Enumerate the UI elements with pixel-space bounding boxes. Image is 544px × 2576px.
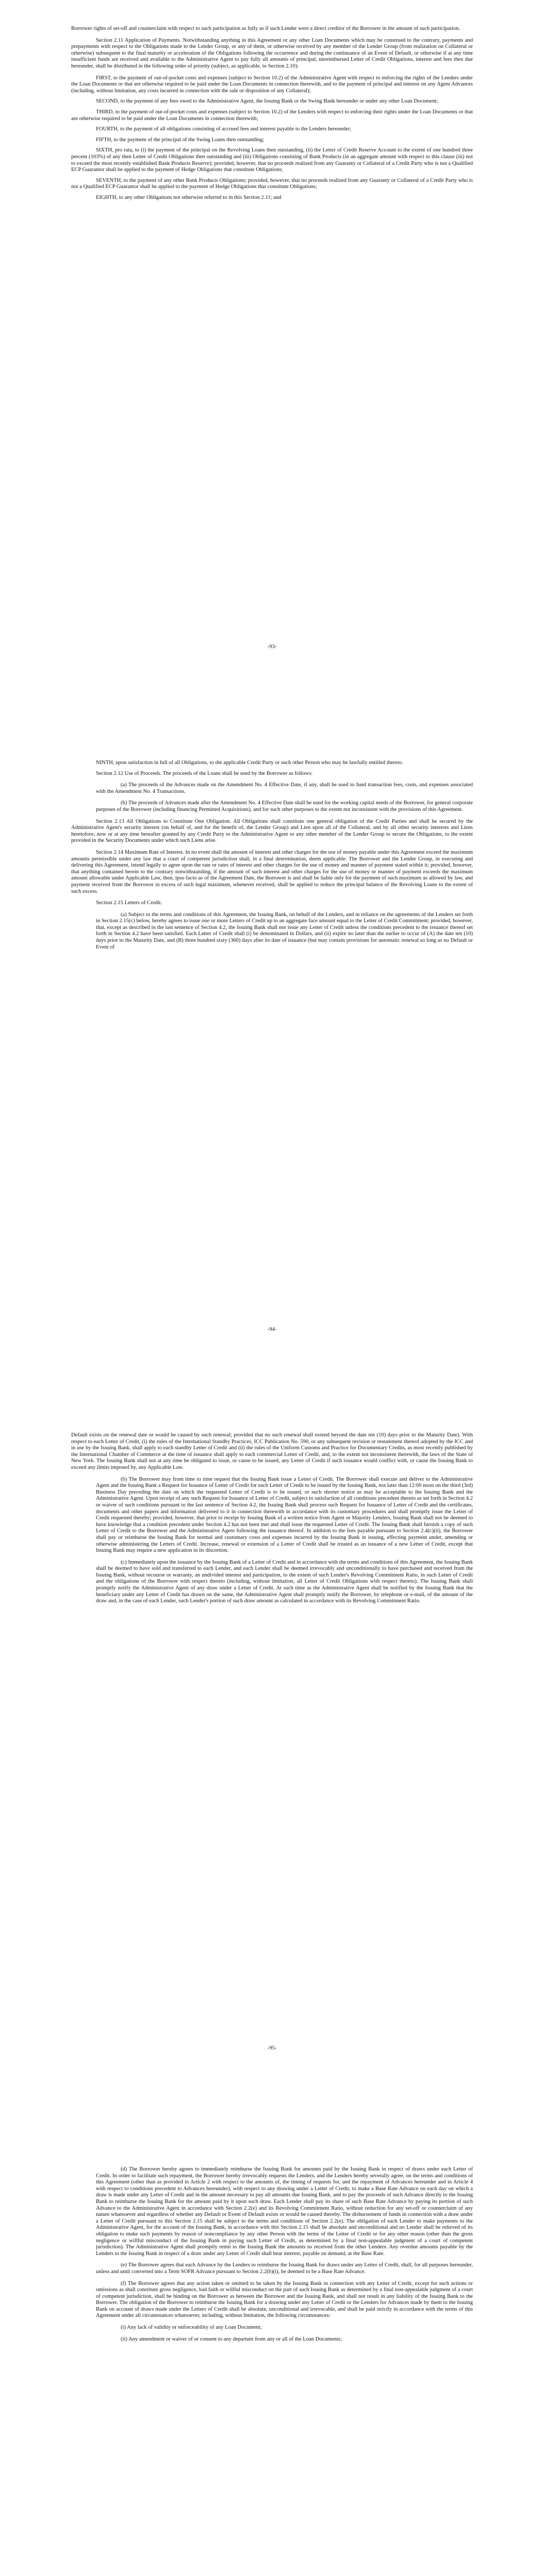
section-2-15-e: (e) The Borrower agrees that each Advance by the Lenders to reimburse the Issuing Bank for draws under any Letter of Credit, shall, for all purposes hereunder, unless and until converted into a Term SOFR Advance pursuant to Section 2.2(b)(i), be deemed to be a Base Rate Advance.: [96, 2262, 473, 2275]
priority-seventh: SEVENTH, to the payment of any other Bank Products Obligations; provided, however, that no proceeds realized from any Guaranty or Collateral of a Credit Party who is not a Qualified ECP Guarantor shall be applied to the payment of Hedge Obligations that constitute Obligations;: [71, 177, 473, 190]
priority-first: FIRST, to the payment of out-of-pocket costs and expenses (subject to Section 10.2) of the Administrative Agent with respect to enforcing the rights of the Lenders under the Loan Documents or that are otherwise required to be paid under the Loan Documents in connection therewith, and to the payment of principal and interest on any Agent Advances (including, without limitation, any costs incurred in connection with the sale or disposition of any Collateral);: [71, 75, 473, 94]
priority-fourth: FOURTH, to the payment of all obligations consisting of accrued fees and interest payable to the Lenders hereunder;: [96, 126, 352, 132]
page-number: -95-: [267, 2045, 277, 2051]
document-page-93: [0, 0, 544, 703]
section-2-15-a: (a) Subject to the terms and conditions of this Agreement, the Issuing Bank, on behalf of the Lenders, and in reliance on the agreements of the Lenders set forth in Section 2.15(c) below, hereby agrees to issue one or more Letters of Credit up to an aggregate face amount equal to the Letter of Credit Commitment; provided, however, that, except as described in the last sentence of Section 4.2, the Issuing Bank shall not issue any Letter of Credit unless the conditions precedent to the issuance thereof set forth in Section 4.2 have been satisfied. Each Letter of Credit shall (i) be denominated in Dollars, and (ii) expire no later than the earlier to occur of (A) the date ten (10) days prior to the Maturity Date, and (B) three hundred sixty (360) days after its date of issuance (but may contain provisions for automatic renewal so long as no Default or Event of: [96, 911, 473, 950]
section-2-15-f-ii: (ii) Any amendment or waiver of or consent to any departure from any or all of the Loan Documents;: [121, 2336, 342, 2342]
section-2-15-f: (f) The Borrower agrees that any action taken or omitted to be taken by the Issuing Bank in connection with any Letter of Credit, except for such actions or omissions as shall constitute gross negligence, bad faith or willful misconduct on the part of such Issuing Bank as determined by a final non-appealable judgment of a court of competent jurisdiction, shall be binding on the Borrower as between the Borrower and the Issuing Bank, and shall not result in any liability of the Issuing Bank to the Borrower. The obligation of the Borrower to reimburse the Issuing Bank for a drawing under any Letter of Credit or the Lenders for Advances made by them to the Issuing Bank on account of draws made under the Letters of Credit shall be absolute, unconditional and irrevocable, and shall be paid strictly in accordance with the terms of this Agreement under all circumstances whatsoever, including, without limitation, the following circumstances:: [96, 2280, 473, 2319]
section-2-15-f-i: (i) Any lack of validity or enforceability of any Loan Document;: [121, 2325, 262, 2331]
section-2-14: Section 2.14 Maximum Rate of Interest. In no event shall the amount of interest and other charges for the use of money payable under this Agreement exceed the maximum amounts permissible under any law that a court of competent jurisdiction shall, in a final determination, deem applicable. The Borrower and the Lender Group, in executing and delivering this Agreement, intend legally to agree upon the rate or rates of interest and other charges for the use of money and manner of payment stated within it; provided, however, that anything contained herein to the contrary notwithstanding, if the amount of such interest and other charges for the use of money or manner of payment exceeds the maximum amount allowable under Applicable Law, then, ipso facto as of the Agreement Date, the Borrower is and shall be liable only for the payment of such maximum as allowed by law, and payment received from the Borrower in excess of such legal maximum, whenever received, shall be applied to reduce the principal balance of the Revolving Loans to the extent of such excess.: [71, 849, 473, 894]
document-page-94: [0, 703, 544, 1406]
paragraph-continuation: Borrower rights of set-off and counterclaim with respect to such participation as fully as if such Lender were a direct creditor of the Borrower in the amount of such participation.: [71, 26, 460, 31]
section-2-12-b: (b) The proceeds of Advances made after the Amendment No. 4 Effective Date shall be used for the working capital needs of the Borrower, for general corporate purposes of the Borrower (including financing Permitted Acquisitions), and for such other purposes to the extent not inconsistent with the provisions of this Agreement.: [96, 800, 473, 812]
page-number: -93-: [267, 644, 277, 650]
section-2-15-heading: Section 2.15 Letters of Credit.: [96, 900, 162, 906]
section-2-11: Section 2.11 Application of Payments. Notwithstanding anything in this Agreement or any other Loan Documents which may be construed to the contrary, payments and prepayments with respect to the Obligations made to the Lender Group, or any of them, or otherwise received by any member of the Lender Group (from realization on Collateral or otherwise) subsequent to the final maturity or acceleration of the Obligations following the occurrence and during the continuance of an Event of Default, or otherwise if at any time insufficient funds are received and available to the Administrative Agent to pay fully all amounts of principal, unreimbursed Letter of Credit Obligations, interest and fees then due hereunder, shall be distributed in the following order of priority (subject, as applicable, to Section 2.10):: [71, 37, 473, 69]
priority-second: SECOND, to the payment of any fees owed to the Administrative Agent, the Issuing Bank or the Swing Bank hereunder or under any other Loan Document;: [96, 98, 438, 105]
section-2-15-d: (d) The Borrower hereby agrees to immediately reimburse the Issuing Bank for amounts paid by the Issuing Bank in respect of draws under each Letter of Credit. In order to facilitate such repayment, the Borrower hereby irrevocably requests the Lenders, and the Lenders hereby severally agree, on the terms and conditions of this Agreement (other than as provided in Article 2 with respect to the amounts of, the timing of requests for, and the repayment of Advances hereunder and in Article 4 with respect to conditions precedent to Advances hereunder), with respect to any drawing under a Letter of Credit, to make a Base Rate Advance on each day on which a draw is made under any Letter of Credit and in the amount necessary to pay all amounts due Issuing Bank, and to pay the proceeds of such Advance directly to the Issuing Bank to reimburse the Issuing Bank for the amount paid by it upon such draw. Each Lender shall pay its share of such Base Rate Advance by paying its portion of such Advance to the Administrative Agent in accordance with Section 2.2(e) and its Revolving Commitment Ratio, without reduction for any set-off or counterclaim of any nature whatsoever and regardless of whether any Default or Event of Default exists or would be caused thereby. The disbursement of funds in connection with a draw under a Letter of Credit pursuant to this Section 2.15 shall be subject to the terms and conditions of Section 2.2(e). The obligation of each Lender to make payments to the Administrative Agent, for the account of the Issuing Bank, in accordance with this Section 2.15 shall be absolute and unconditional and no Lender shall be relieved of its obligation to make such payments by reason of noncompliance by any other Person with the terms of the Letter of Credit or for any other reason (other than the gross negligence or willful misconduct of the Issuing Bank in paying such Letter of Credit, as determined by a final non-appealable judgment of a court of competent jurisdiction). The Administrative Agent shall promptly remit to the Issuing Bank the amounts so received from the other Lenders. Any overdue amounts payable by the Lenders to the Issuing Bank in respect of a draw under any Letter of Credit shall bear interest, payable on demand, at the Base Rate.: [96, 2166, 473, 2257]
priority-eighth: EIGHTH, to any other Obligations not otherwise referred to in this Section 2.11; and: [96, 194, 282, 200]
document-page-95: [0, 1406, 544, 2110]
document-page-96: [0, 2110, 544, 2576]
section-2-15-b: (b) The Borrower may from time to time request that the Issuing Bank issue a Letter of Credit. The Borrower shall execute and deliver to the Administrative Agent and the Issuing Bank a Request for Issuance of Letter of Credit for each Letter of Credit to be issued by the Issuing Bank, not later than 12:00 noon on the third (3rd) Business Day preceding the date on which the requested Letter of Credit is to be issued, or such shorter notice as may be acceptable to the Issuing Bank and the Administrative Agent. Upon receipt of any such Request for Issuance of Letter of Credit, subject to satisfaction of all conditions precedent thereto as set forth in Section 4.2 or waiver of such conditions pursuant to the last sentence of Section 4.2, the Issuing Bank shall process such Request for Issuance of Letter of Credit and the certificates, documents and other papers and information delivered to it in connection therewith in accordance with its customary procedures and shall promptly issue the Letter of Credit requested thereby; provided, however, that prior to receipt by Issuing Bank of a written notice from Agent or Majority Lenders, Issuing Bank shall not be deemed to have knowledge that a condition precedent under Section 4.2 has not been met and shall issue the requested Letter of Credit. The Issuing Bank shall furnish a copy of such Letter of Credit to the Borrower and the Administrative Agent following the issuance thereof. In addition to the fees payable pursuant to Section 2.4(c)(ii), the Borrower shall pay or reimburse the Issuing Bank for normal and customary costs and expenses incurred by the Issuing Bank in issuing, effecting payment under, amending or otherwise administering the Letters of Credit. Increase, renewal or extension of a Letter of Credit shall be treated as an issuance of a new Letter of Credit, except that Issuing Bank may require a new application in its discretion.: [96, 1476, 473, 1554]
section-2-12-a: (a) The proceeds of the Advances made on the Amendment No. 4 Effective Date, if any, shall be used to fund transaction fees, costs, and expenses associated with the Amendment No. 4 Transactions.: [96, 782, 473, 794]
section-2-15-a-continued: Default exists on the renewal date or would be caused by such renewal; provided that no such renewal shall extend beyond the date ten (10) days prior to the Maturity Date). With respect to each Letter of Credit, (i) the rules of the International Standby Practices, ICC Publication No. 590, or any subsequent revision or restatement thereof adopted by the ICC and in use by the Issuing Bank, shall apply to each standby Letter of Credit and (ii) the rules of the Uniform Customs and Practice for Documentary Credits, as most recently published by the International Chamber of Commerce at the time of issuance shall apply to each commercial Letter of Credit, and, to the extent not inconsistent therewith, the laws of the State of New York. The Issuing Bank shall not at any time be obligated to issue, or cause to be issued, any Letter of Credit if such issuance would conflict with, or cause the Issuing Bank to exceed any limits imposed by, any Applicable Law.: [71, 1432, 473, 1470]
section-2-15-c: (c) Immediately upon the issuance by the Issuing Bank of a Letter of Credit and in accordance with the terms and conditions of this Agreement, the Issuing Bank shall be deemed to have sold and transferred to each Lender, and each Lender shall be deemed irrevocably and unconditionally to have purchased and received from the Issuing Bank, without recourse or warranty, an undivided interest and participation, to the extent of such Lender's Revolving Commitment Ratio, in such Letter of Credit and the obligations of the Borrower with respect thereto (including, without limitation, all Letter of Credit Obligations with respect thereto). The Issuing Bank shall promptly notify the Administrative Agent of any draw under a Letter of Credit. At such time as the Administrative Agent shall be notified by the Issuing Bank that the beneficiary under any Letter of Credit has drawn on the same, the Administrative Agent shall promptly notify the Borrower, by telephone or e-mail, of the amount of the draw and, in the case of each Lender, such Lender's portion of such draw amount as calculated in accordance with its Revolving Commitment Ratio.: [96, 1559, 473, 1604]
priority-third: THIRD, to the payment of out-of-pocket costs and expenses (subject to Section 10.2) of the Lenders with respect to enforcing their rights under the Loan Documents or that are otherwise required to be paid under the Loan Documents in connection therewith;: [71, 109, 473, 122]
priority-sixth: SIXTH, pro rata, to (i) the payment of the principal on the Revolving Loans then outstanding, (ii) the Letter of Credit Reserve Account to the extent of one hundred three percent (103%) of any then Letter of Credit Obligations then outstanding and (iii) Obligations consisting of Bank Products (in an aggregate amount with respect to this clause (iii) not to exceed the most recently established Bank Products Reserve); provided, however, that no proceeds realized from any Guaranty or Collateral of a Credit Party who is not a Qualified ECP Guarantor shall be applied to the payment of Hedge Obligations that constitute Obligations;: [71, 147, 473, 173]
priority-ninth: NINTH, upon satisfaction in full of all Obligations, to the applicable Credit Party or such other Person who may be lawfully entitled thereto.: [96, 760, 403, 766]
page-number: -94-: [267, 1327, 277, 1332]
section-2-12: Section 2.12 Use of Proceeds. The proceeds of the Loans shall be used by the Borrower as follows:: [96, 770, 313, 776]
priority-fifth: FIFTH, to the payment of the principal of the Swing Loans then outstanding;: [96, 137, 265, 143]
section-2-13: Section 2.13 All Obligations to Constitute One Obligation. All Obligations shall constitute one general obligation of the Credit Parties and shall be secured by the Administrative Agent's security interest (on behalf of, and for the benefit of, the Lender Group) and Lien upon all of the Collateral, and by all other security interests and Liens heretofore, now or at any time hereafter granted by any Credit Party to the Administrative Agent or any other member of the Lender Group to secure the Obligations, to the extent provided in the Security Documents under which such Liens arise.: [71, 818, 473, 844]
